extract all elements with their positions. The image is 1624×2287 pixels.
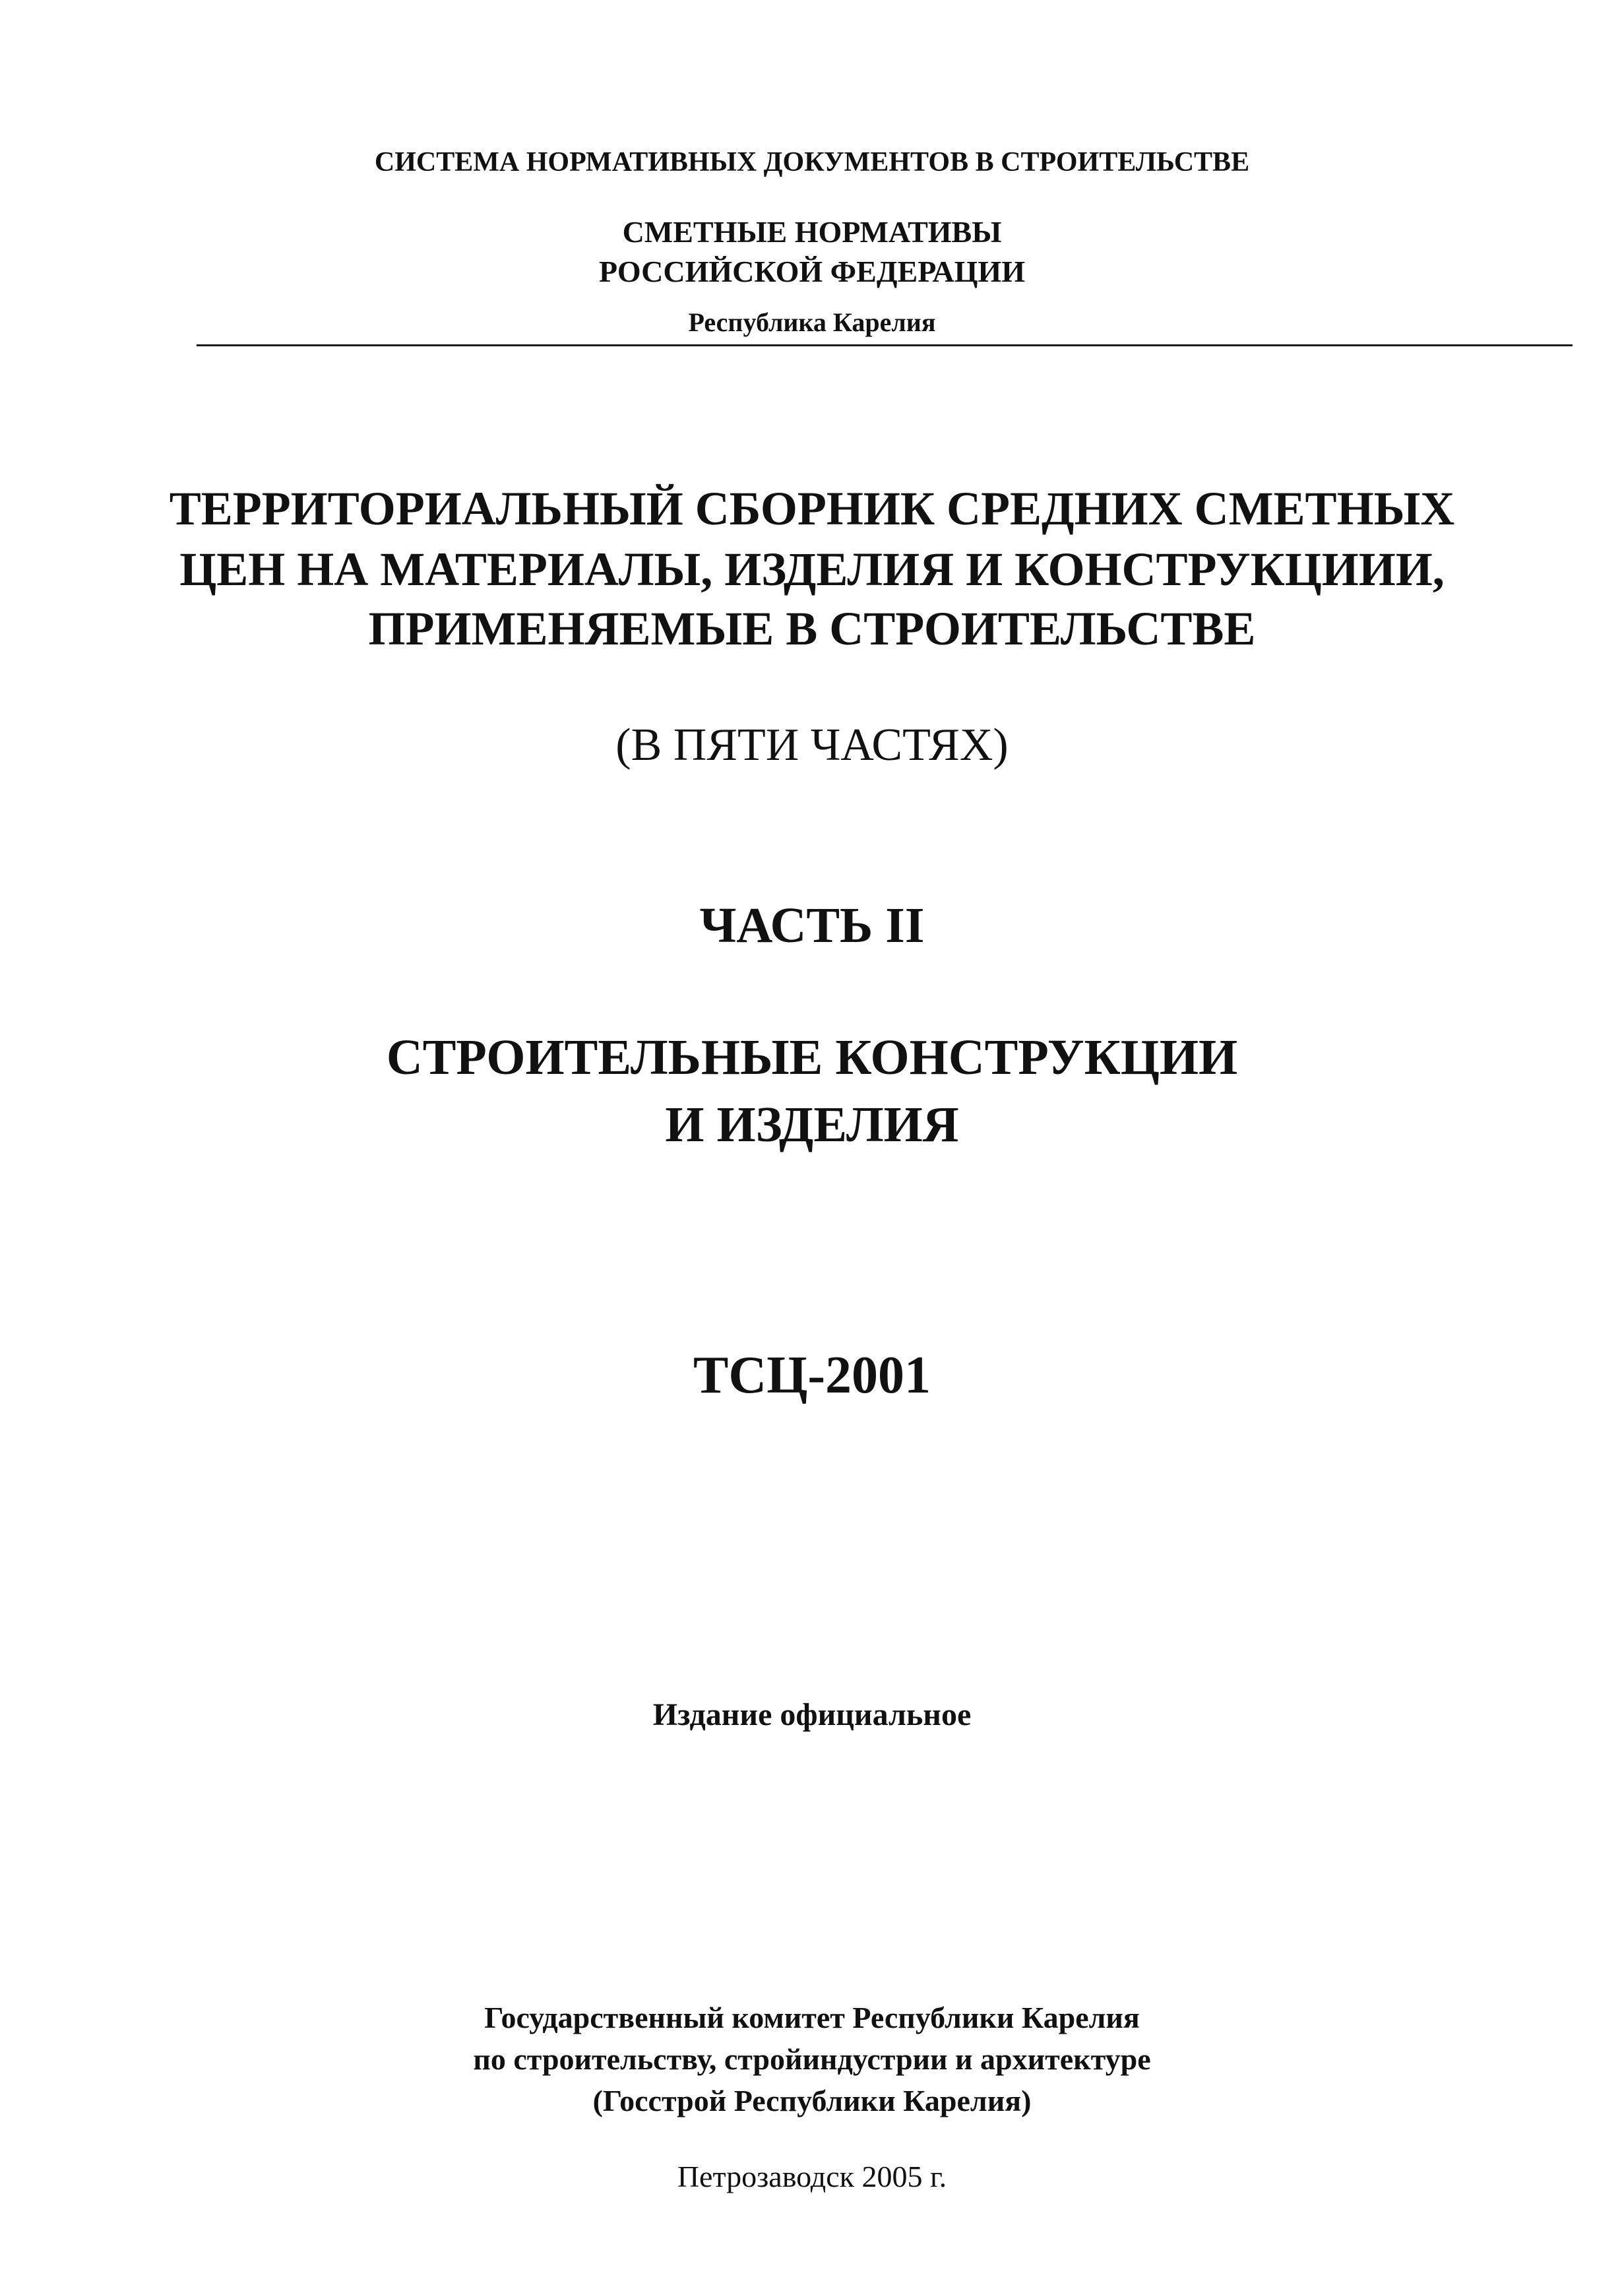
- title-line1: ТЕРРИТОРИАЛЬНЫЙ СБОРНИК СРЕДНИХ СМЕТНЫХ: [169, 482, 1455, 535]
- parts-note: (В ПЯТИ ЧАСТЯХ): [615, 720, 1009, 770]
- part-name-line1: СТРОИТЕЛЬНЫЕ КОНСТРУКЦИИ: [386, 1030, 1238, 1085]
- system-heading: СИСТЕМА НОРМАТИВНЫХ ДОКУМЕНТОВ В СТРОИТЕЛЬСТВЕ: [374, 147, 1250, 177]
- title-line2: ЦЕН НА МАТЕРИАЛЫ, ИЗДЕЛИЯ И КОНСТРУКЦИИИ,: [179, 543, 1445, 596]
- publisher-line3: (Госстрой Республики Карелия): [592, 2084, 1032, 2117]
- part-name-line2: И ИЗДЕЛИЯ: [665, 1097, 959, 1152]
- publisher-line1: Государственный комитет Республики Карелия: [484, 2001, 1140, 2034]
- imprint: Петрозаводск 2005 г.: [677, 2160, 947, 2193]
- region-label: Республика Карелия: [688, 307, 936, 337]
- norms-heading-line2: РОССИЙСКОЙ ФЕДЕРАЦИИ: [599, 255, 1025, 288]
- header-divider: [197, 344, 1573, 346]
- document-code: ТСЦ-2001: [693, 1346, 931, 1404]
- edition-label: Издание официальное: [652, 1697, 972, 1732]
- title-line3: ПРИМЕНЯЕМЫЕ В СТРОИТЕЛЬСТВЕ: [368, 602, 1256, 655]
- publisher-line2: по строительству, стройиндустрии и архитектуре: [473, 2042, 1151, 2076]
- norms-heading-line1: СМЕТНЫЕ НОРМАТИВЫ: [622, 215, 1002, 249]
- part-number: ЧАСТЬ II: [699, 898, 925, 953]
